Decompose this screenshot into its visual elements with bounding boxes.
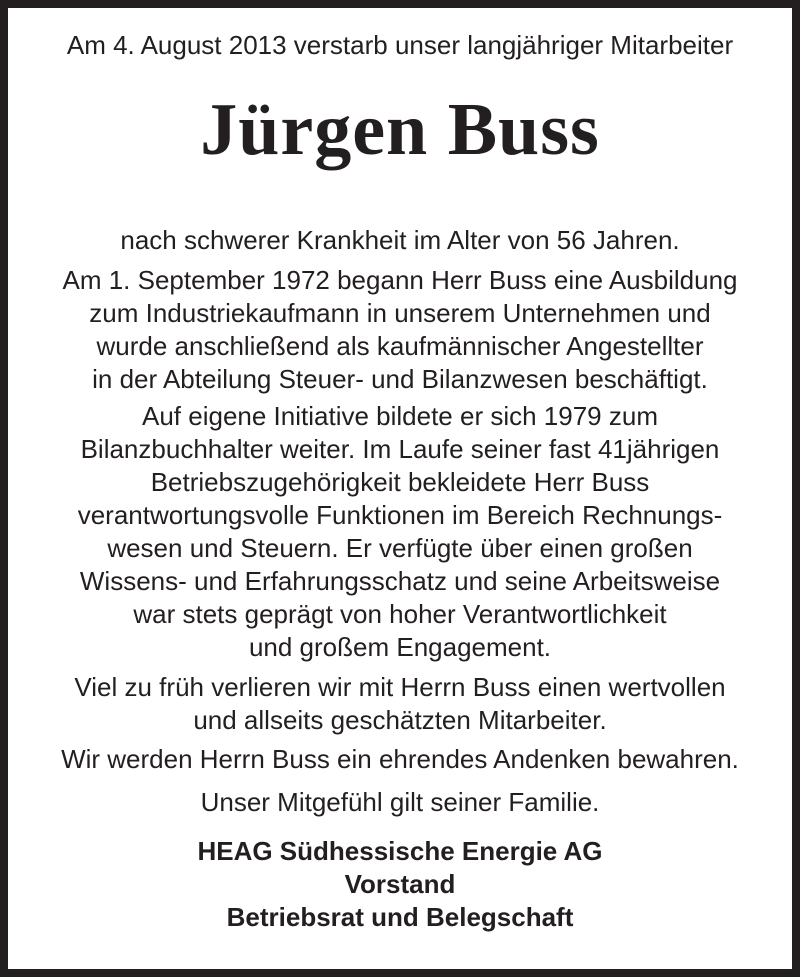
- intro-line: Am 4. August 2013 verstarb unser langjähriger Mitarbeiter: [66, 30, 734, 60]
- paragraph2-line: Betriebszugehörigkeit bekleidete Herr Buss: [150, 467, 650, 497]
- subtitle-line: nach schwerer Krankheit im Alter von 56 Jahren.: [120, 225, 680, 255]
- signature-company: HEAG Südhessische Energie AG: [197, 836, 603, 866]
- paragraph3-line: und allseits geschätzten Mitarbeiter.: [193, 705, 607, 735]
- paragraph1-line: Am 1. September 1972 begann Herr Buss eine Ausbildung: [62, 265, 738, 295]
- paragraph1-line: wurde anschließend als kaufmännischer Angestellter: [96, 331, 704, 361]
- paragraph2-line: verantwortungsvolle Funktionen im Bereich Rechnungs-: [77, 500, 723, 530]
- paragraph2-line: Wissens- und Erfahrungsschatz und seine Arbeitsweise: [79, 566, 721, 596]
- deceased-name: Jürgen Buss: [200, 89, 600, 171]
- paragraph2-line: wesen und Steuern. Er verfügte über einen großen: [107, 533, 693, 563]
- paragraph4-line: Wir werden Herrn Buss ein ehrendes Andenken bewahren.: [61, 744, 739, 774]
- paragraph3-line: Viel zu früh verlieren wir mit Herrn Buss einen wertvollen: [74, 672, 726, 702]
- paragraph5-line: Unser Mitgefühl gilt seiner Familie.: [200, 787, 600, 817]
- paragraph2-line: und großem Engagement.: [248, 632, 552, 662]
- paragraph1-line: in der Abteilung Steuer- und Bilanzwesen beschäftigt.: [92, 364, 708, 394]
- paragraph1-line: zum Industriekaufmann in unserem Unternehmen und: [89, 298, 711, 328]
- signature-staff: Betriebsrat und Belegschaft: [226, 902, 574, 932]
- paragraph2-line: Auf eigene Initiative bildete er sich 1979 zum: [142, 401, 658, 431]
- paragraph2-line: Bilanzbuchhalter weiter. Im Laufe seiner fast 41jährigen: [80, 434, 720, 464]
- paragraph2-line: war stets geprägt von hoher Verantwortlichkeit: [133, 599, 667, 629]
- signature-board: Vorstand: [344, 869, 456, 899]
